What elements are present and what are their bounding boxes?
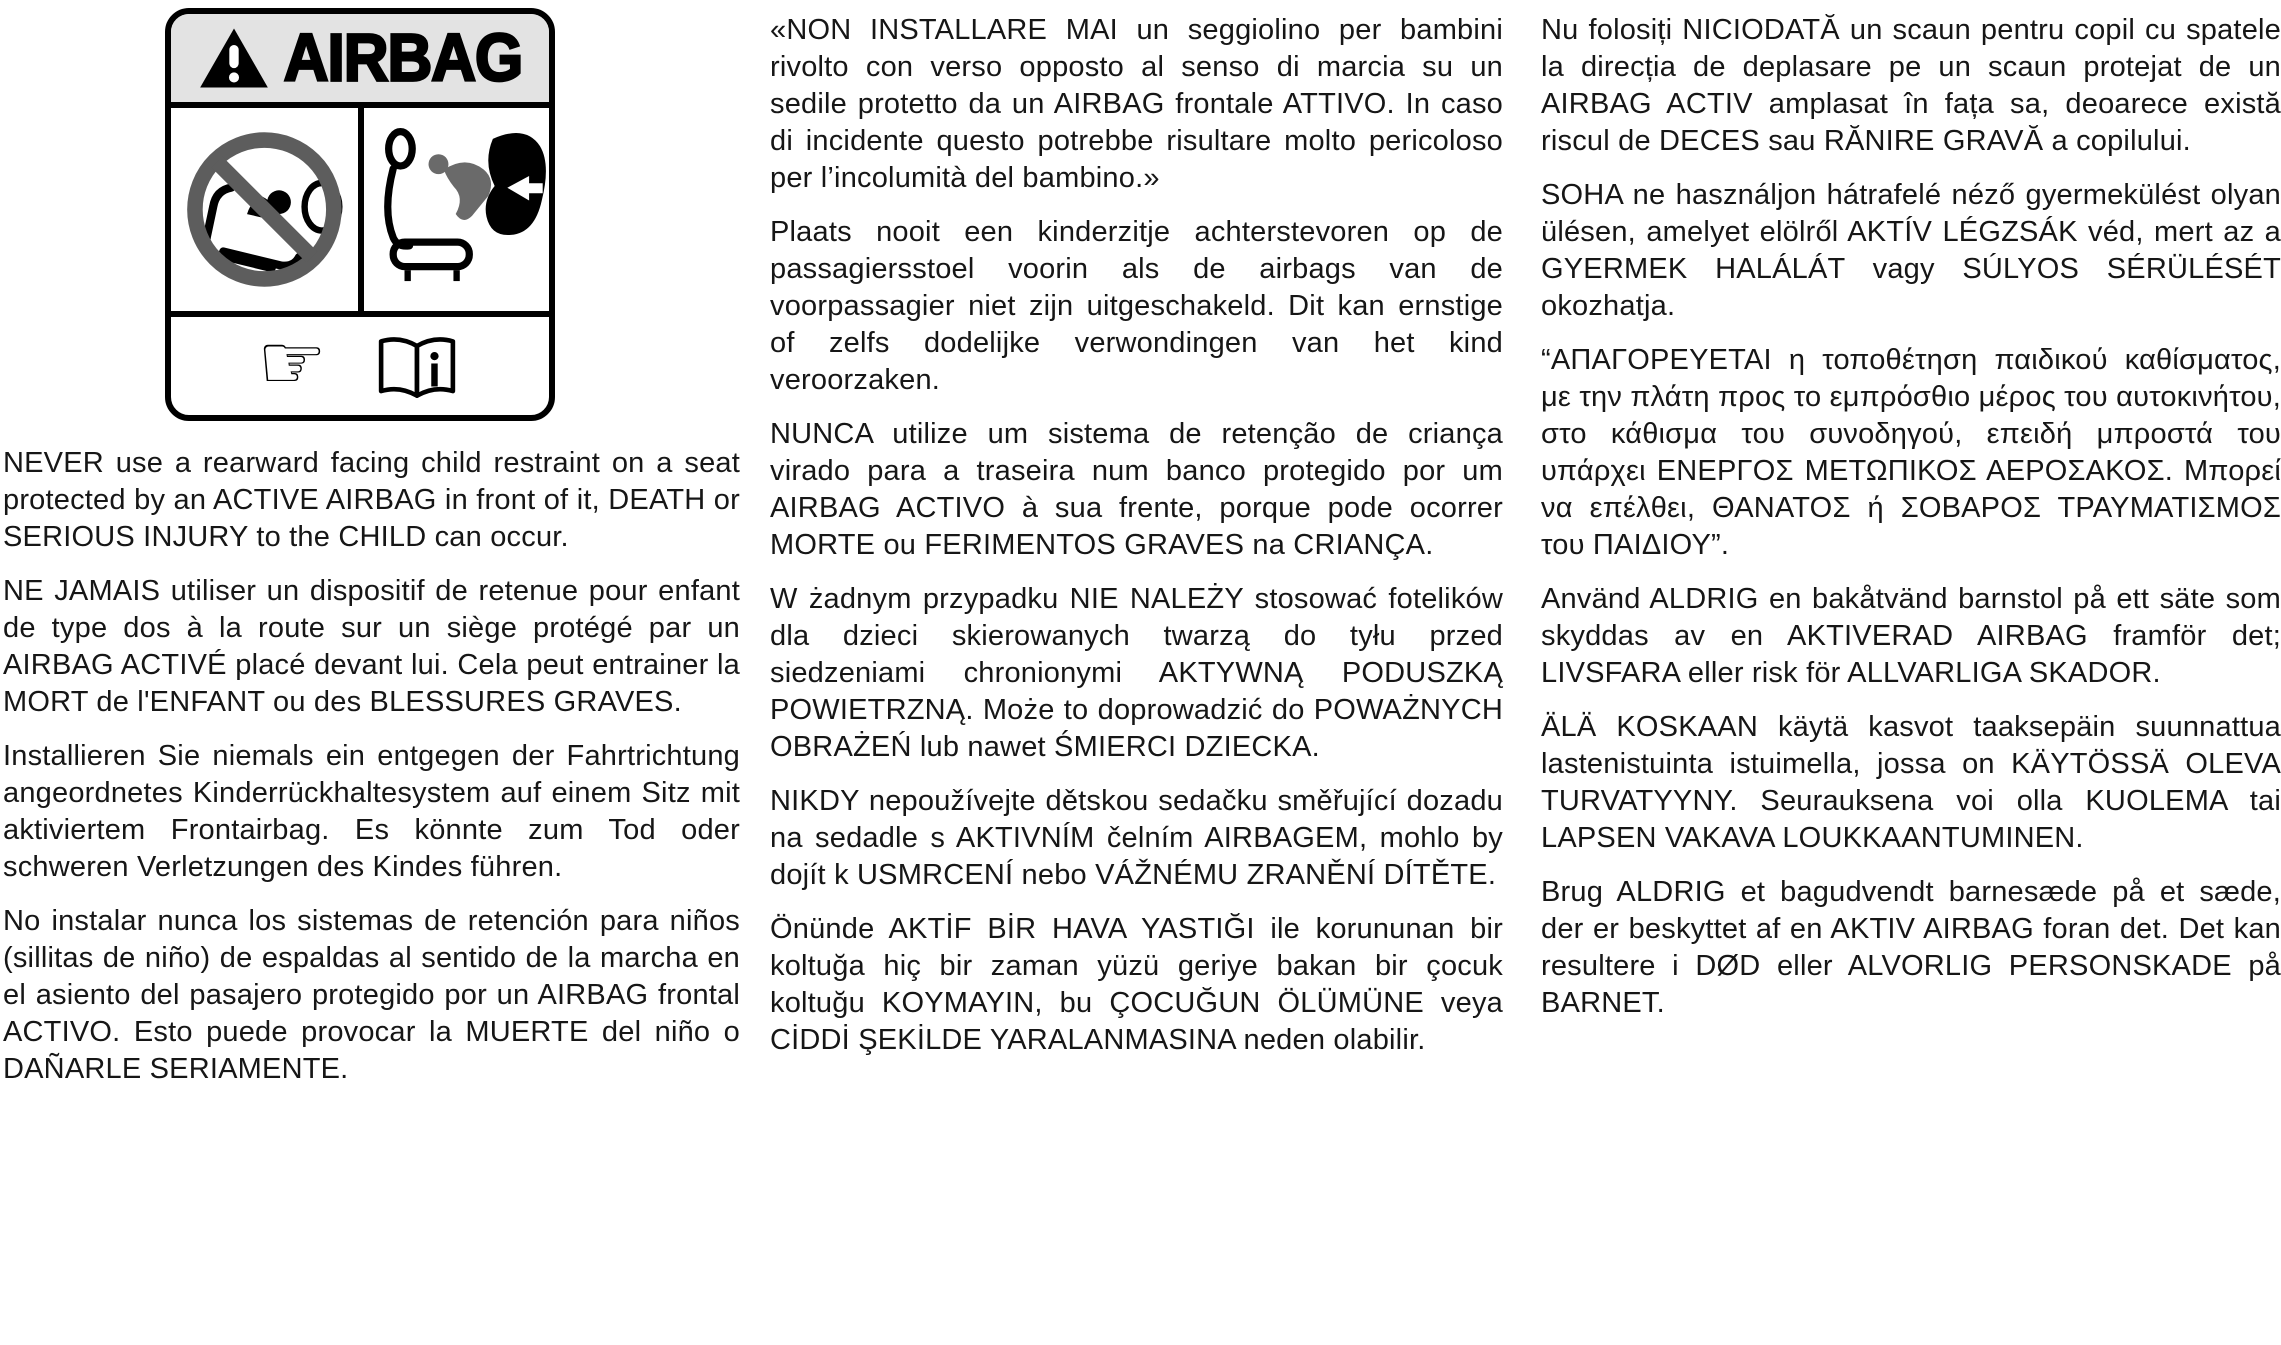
paragraph-spanish: No instalar nunca los sistemas de retención para niños (sillitas de niño) de espaldas al sentido de la marcha en el asiento del pasajero protegido por un AIRBAG frontal ACTIVO. Esto puede provocar la MUERTE del niño o DAÑARLE SERIAMENTE.	[3, 905, 740, 1085]
prohibition-cell	[171, 108, 364, 311]
pictogram-title: AIRBAG	[283, 20, 523, 96]
paragraph-polish: W żadnym przypadku NIE NALEŻY stosować fotelików dla dzieci skierowanych twarzą do tyłu przed siedzeniami chronionymi AKTYWNĄ PODUSZKĄ POWIETRZNĄ. Może to doprowadzić do POWAŻNYCH OBRAŻEŃ lub nawet ŚMIERCI DZIECKA.	[770, 583, 1503, 763]
no-rear-facing-child-seat-icon	[173, 110, 356, 309]
pictogram-cells	[171, 108, 549, 317]
paragraph-portuguese: NUNCA utilize um sistema de retenção de criança virado para a traseira num banco protegido por um AIRBAG ACTIVO à sua frente, porque pode ocorrer MORTE ou FERIMENTOS GRAVES na CRIANÇA.	[770, 418, 1503, 561]
paragraph-hungarian: SOHA ne használjon hátrafelé néző gyermekülést olyan ülésen, amelyet elölről AKTÍV LÉGZSÁK véd, mert az a GYERMEK HALÁLÁT vagy SÚLYOS SÉRÜLÉSÉT okozhatja.	[1541, 179, 2281, 322]
warning-triangle-icon	[198, 26, 270, 90]
paragraph-english: NEVER use a rearward facing child restraint on a seat protected by an ACTIVE AIRBAG in front of it, DEATH or SERIOUS INJURY to the CHILD can occur.	[3, 447, 740, 553]
column-left	[3, 0, 740, 1105]
paragraph-danish: Brug ALDRIG et bagudvendt barnesæde på et sæde, der er beskyttet af en AKTIV AIRBAG foran det. Det kan resultere i DØD eller ALVORLIG PERSONSKADE på BARNET.	[1541, 876, 2281, 1019]
pointing-hand-icon: ☞	[257, 318, 327, 408]
paragraph-czech: NIKDY nepoužívejte dětskou sedačku směřující dozadu na sedadle s AKTIVNÍM čelním AIRBAGEM, mohlo by dojít k USMRCENÍ nebo VÁŽNÉMU ZRANĚNÍ DÍTĚTE.	[770, 785, 1503, 891]
pictogram-footer	[171, 317, 549, 421]
airbag-deployment-icon	[366, 110, 547, 309]
paragraph-german: Installieren Sie niemals ein entgegen der Fahrtrichtung angeordnetes Kinderrückhaltesystem auf einem Sitz mit aktiviertem Frontairbag. Es könnte zum Tod oder schweren Verletzungen des Kindes führen.	[3, 740, 740, 883]
paragraph-swedish: Använd ALDRIG en bakåtvänd barnstol på ett säte som skyddas av en AKTIVERAD AIRBAG framför det; LIVSFARA eller risk för ALLVARLIGA SKADOR.	[1541, 583, 2281, 689]
paragraph-romanian: Nu folosiți NICIODATĂ un scaun pentru copil cu spatele la direcția de deplasare pe un scaun protejat de un AIRBAG ACTIV amplasat în fața sa, deoarece există riscul de DECES sau RĂNIRE GRAVĂ a copilului.	[1541, 14, 2281, 157]
paragraph-greek: “ΑΠΑΓΟΡΕΥΕΤΑΙ η τοποθέτηση παιδικού καθίσματος, με την πλάτη προς το εμπρόσθιο μέρος του αυτοκινήτου, στο κάθισμα του συνοδηγού, επειδή μπροστά του υπάρχει ΕΝΕΡΓΟΣ ΜΕΤΩΠΙΚΟΣ ΑΕΡΟΣΑΚΟΣ. Μπορεί να επέλθει, ΘΑΝΑΤΟΣ ή ΣΟΒΑΡΟΣ ΤΡΑΥΜΑΤΙΣΜΟΣ του ΠΑΙΔΙΟΥ”.	[1541, 344, 2281, 561]
paragraph-turkish: Önünde AKTİF BİR HAVA YASTIĞI ile korununan bir koltuğa hiç bir zaman yüzü geriye bakan bir çocuk koltuğu KOYMAYIN, bu ÇOCUĞUN ÖLÜMÜNE veya CİDDİ ŞEKİLDE YARALANMASINA neden olabilir.	[770, 913, 1503, 1056]
column-right	[1541, 12, 2281, 1039]
manual-book-icon	[371, 332, 463, 406]
paragraph-finnish: ÄLÄ KOSKAAN käytä kasvot taaksepäin suunnattua lastenistuinta istuimella, jossa on KÄYTÖSSÄ OLEVA TURVATYYNY. Seurauksena voi olla KUOLEMA tai LAPSEN VAKAVA LOUKKAANTUMINEN.	[1541, 711, 2281, 854]
paragraph-french: NE JAMAIS utiliser un dispositif de retenue pour enfant de type dos à la route sur un siège protégé par un AIRBAG ACTIVÉ placé devant lui. Cela peut entrainer la MORT de l'ENFANT ou des BLESSURES GRAVES.	[3, 575, 740, 718]
paragraph-dutch: Plaats nooit een kinderzitje achterstevoren op de passagiersstoel voorin als de airbags van de voorpassagier niet zijn uitgeschakeld. Dit kan ernstige of zelfs dodelijke verwondingen van het kind veroorzaken.	[770, 216, 1503, 396]
airbag-warning-pictogram	[165, 8, 555, 421]
pictogram-header-band	[171, 14, 549, 108]
airbag-deployment-cell	[364, 108, 549, 311]
column-middle	[770, 12, 1503, 1076]
paragraph-italian: «NON INSTALLARE MAI un seggiolino per bambini rivolto con verso opposto al senso di marcia su un sedile protetto da un AIRBAG frontale ATTIVO. In caso di incidente questo potrebbe risultare molto pericoloso per l’incolumità del bambino.»	[770, 14, 1503, 194]
